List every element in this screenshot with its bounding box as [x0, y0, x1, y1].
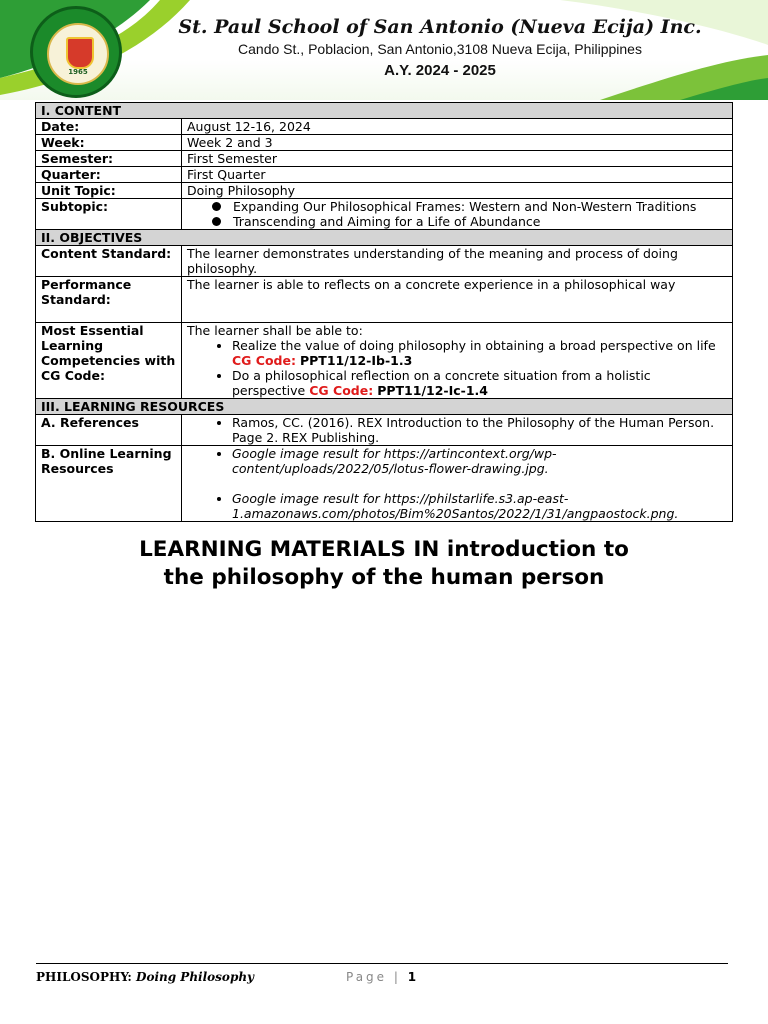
online-resources-cell — [182, 446, 733, 522]
row-label: Semester: — [36, 151, 182, 167]
list-item: Expanding Our Philosophical Frames: Western and Non-Western Traditions — [212, 199, 727, 214]
row-value: Week 2 and 3 — [182, 135, 733, 151]
seal-shield-icon — [66, 37, 94, 69]
row-value: The learner is able to reflects on a concrete experience in a philosophical way — [182, 277, 733, 323]
online-resources-row — [36, 446, 733, 522]
melc-row — [36, 323, 733, 399]
table-row — [36, 183, 733, 199]
subtopic-row — [36, 199, 733, 230]
page-number: 1 — [407, 970, 417, 984]
row-label: Quarter: — [36, 167, 182, 183]
page-label: Page | — [346, 970, 401, 984]
list-item — [232, 368, 727, 398]
row-label: Performance Standard: — [36, 277, 182, 323]
melc-cell — [182, 323, 733, 399]
row-value: Doing Philosophy — [182, 183, 733, 199]
table-row — [36, 135, 733, 151]
footer-divider — [36, 963, 728, 964]
school-seal-logo — [30, 6, 122, 98]
footer-subject-label: PHILOSOPHY: — [36, 970, 132, 984]
section-title: I. CONTENT — [36, 103, 733, 119]
row-label: Date: — [36, 119, 182, 135]
list-item: Transcending and Aiming for a Life of Abundance — [212, 214, 727, 229]
melc-text: Do a philosophical reflection on a concrete situation from a holistic perspective — [232, 368, 651, 398]
row-label: A. References — [36, 415, 182, 446]
row-label: Most Essential Learning Competencies with CG Code: — [36, 323, 182, 399]
melc-intro: The learner shall be able to: — [187, 323, 363, 338]
row-value: August 12-16, 2024 — [182, 119, 733, 135]
headline-line: the philosophy of the human person — [163, 565, 605, 590]
references-list — [187, 415, 727, 445]
section-content-header — [36, 103, 733, 119]
footer-subject — [36, 970, 254, 984]
table-row — [36, 167, 733, 183]
references-cell — [182, 415, 733, 446]
lesson-plan-table — [35, 102, 733, 522]
section-resources-header — [36, 399, 733, 415]
list-item — [232, 338, 727, 368]
melc-text: Realize the value of doing philosophy in obtaining a broad perspective on life — [232, 338, 716, 353]
section-title: II. OBJECTIVES — [36, 230, 733, 246]
learning-materials-headline — [0, 536, 768, 592]
cg-code: PPT11/12-Ic-1.4 — [377, 383, 488, 398]
table-row — [36, 151, 733, 167]
row-value: First Quarter — [182, 167, 733, 183]
subtopic-list — [187, 199, 727, 229]
footer-subject-topic: Doing Philosophy — [136, 970, 255, 984]
melc-list — [187, 338, 727, 398]
list-item: • Google image result for https://artincontext.org/wp-content/uploads/2022/05/lotus-flower-drawing.jpg. — [232, 446, 727, 476]
cg-code-label: CG Code: — [232, 353, 296, 368]
row-label: Unit Topic: — [36, 183, 182, 199]
list-item: • Google image result for https://philstarlife.s3.ap-east-1.amazonaws.com/photos/Bim%20Santos/2022/1/31/angpaostock.png. — [232, 491, 727, 521]
academic-year: A.Y. 2024 - 2025 — [384, 62, 496, 79]
subtopic-list-cell — [182, 199, 733, 230]
online-resources-list — [187, 446, 727, 521]
cg-code: PPT11/12-Ib-1.3 — [299, 353, 413, 368]
cg-code-label: CG Code: — [309, 383, 374, 398]
content-standard-row — [36, 246, 733, 277]
row-value: First Semester — [182, 151, 733, 167]
list-item: • Ramos, CC. (2016). REX Introduction to the Philosophy of the Human Person. Page 2. REX Publishing. — [232, 415, 727, 445]
row-value: The learner demonstrates understanding of the meaning and process of doing philosophy. — [182, 246, 733, 277]
section-objectives-header — [36, 230, 733, 246]
seal-year: 1965 — [68, 68, 88, 76]
footer-page-number — [346, 970, 416, 984]
headline-line: LEARNING MATERIALS IN introduction to — [139, 537, 629, 562]
school-header-banner — [0, 0, 768, 100]
table-row — [36, 119, 733, 135]
section-title: III. LEARNING RESOURCES — [36, 399, 733, 415]
row-label: Week: — [36, 135, 182, 151]
row-label: B. Online Learning Resources — [36, 446, 182, 522]
school-name: St. Paul School of San Antonio (Nueva Ecija) Inc. — [178, 16, 702, 38]
references-row — [36, 415, 733, 446]
row-label: Subtopic: — [36, 199, 182, 230]
performance-standard-row — [36, 277, 733, 323]
row-label: Content Standard: — [36, 246, 182, 277]
school-address: Cando St., Poblacion, San Antonio,3108 Nueva Ecija, Philippines — [238, 41, 642, 57]
